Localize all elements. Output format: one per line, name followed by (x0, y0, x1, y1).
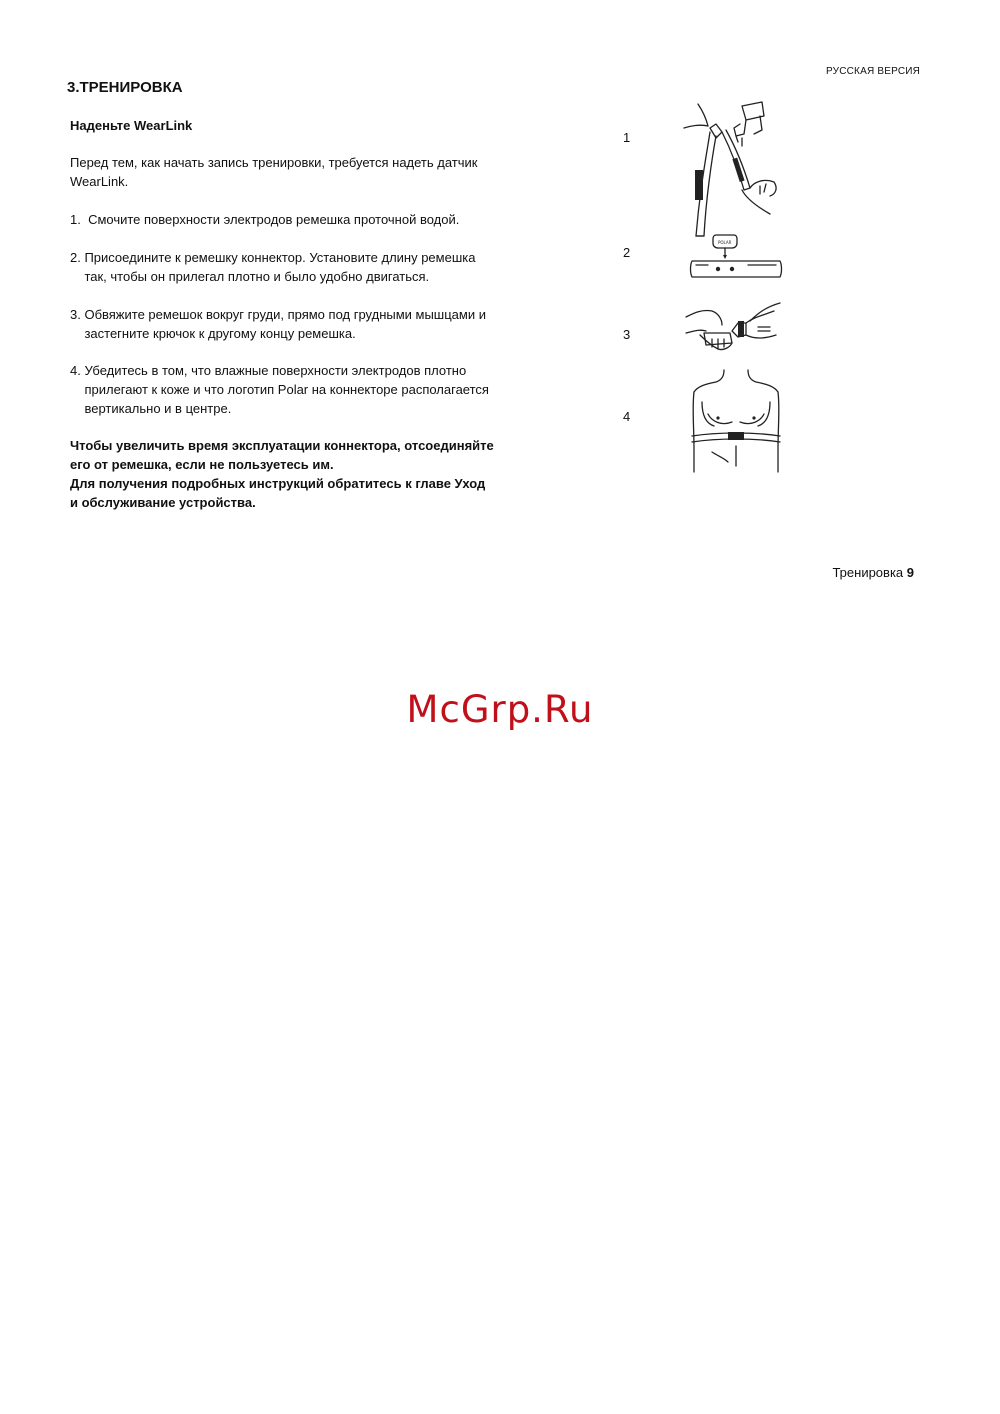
step-line: 4. Убедитесь в том, что влажные поверхности электродов плотно (70, 363, 467, 378)
intro-line: Перед тем, как начать запись тренировки, требуется надеть датчик (70, 155, 478, 170)
illustration-fasten-hook (684, 293, 784, 357)
care-note (70, 436, 494, 512)
step-line: прилегают к коже и что логотип Polar на коннекторе располагается (70, 382, 489, 397)
step-2 (70, 248, 475, 286)
illustration-torso-strap (688, 368, 784, 474)
note-line: Для получения подробных инструкций обратитесь к главе Уход (70, 476, 486, 491)
figure-number-4: 4 (623, 409, 631, 424)
illustration-attach-connector (688, 231, 784, 283)
figure-number-1: 1 (623, 130, 631, 145)
language-label: РУССКАЯ ВЕРСИЯ (826, 66, 921, 77)
note-line: его от ремешка, если не пользуетесь им. (70, 457, 334, 472)
step-line: застегните крючок к другому концу ремешка. (70, 326, 356, 341)
section-title: 3.ТРЕНИРОВКА (67, 79, 183, 96)
step-line: вертикально и в центре. (70, 401, 232, 416)
step-3 (70, 305, 486, 343)
page-footer (832, 565, 914, 580)
intro-line: WearLink. (70, 174, 129, 189)
step-line: 2. Присоедините к ремешку коннектор. Установите длину ремешка (70, 250, 476, 265)
intro-paragraph (70, 153, 477, 191)
connector-logo-text: POLAR (718, 240, 732, 245)
figure-number-2: 2 (623, 245, 631, 260)
section-subtitle: Наденьте WearLink (70, 118, 193, 133)
note-line: Чтобы увеличить время эксплуатации коннектора, отсоединяйте (70, 438, 494, 453)
step-line: 3. Обвяжите ремешок вокруг груди, прямо под грудными мышцами и (70, 307, 486, 322)
figure-number-3: 3 (623, 327, 631, 342)
step-4 (70, 361, 489, 418)
watermark: McGrp.Ru (406, 688, 594, 731)
footer-chapter: Тренировка (832, 565, 907, 580)
note-line: и обслуживание устройства. (70, 495, 256, 510)
step-1 (70, 210, 459, 229)
step-line: 1. Смочите поверхности электродов ремешка проточной водой. (70, 212, 460, 227)
step-line: так, чтобы он прилегал плотно и было удобно двигаться. (70, 269, 430, 284)
page-number: 9 (906, 565, 914, 580)
illustration-wet-strap (680, 98, 790, 243)
